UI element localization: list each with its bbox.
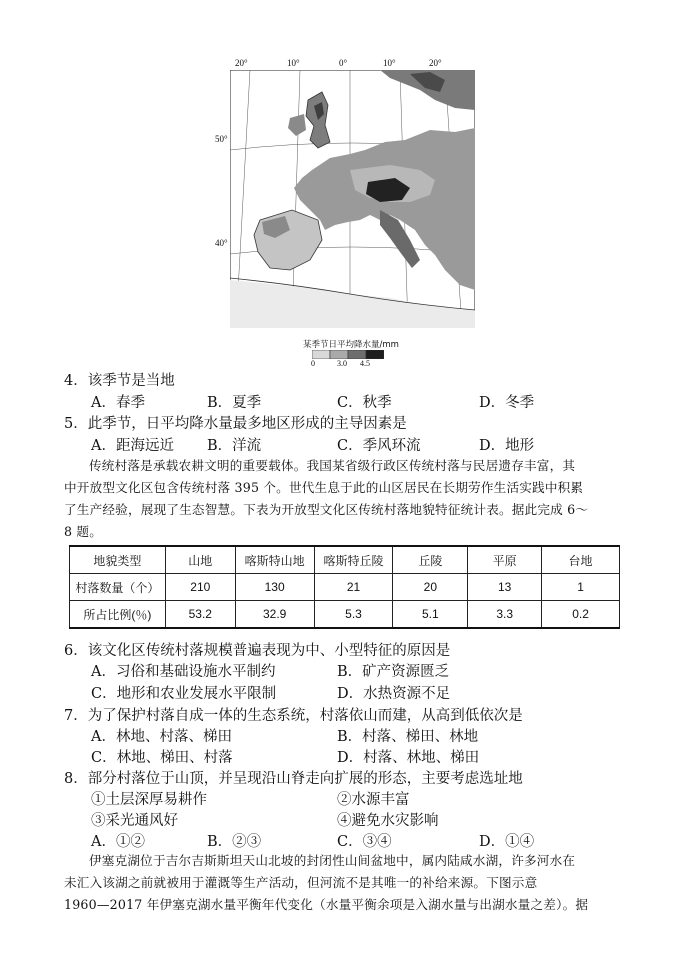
q8-option-d[interactable]: D．①④ — [479, 834, 535, 850]
lat-tick: 50° — [215, 134, 228, 144]
question-4-stem: 4．该季节是当地 — [64, 373, 175, 389]
q4-option-a[interactable]: A．春季 — [91, 395, 145, 411]
table-cell: 1 — [542, 574, 620, 601]
q8-item-4: ④避免水灾影响 — [337, 813, 439, 829]
table-row — [70, 601, 620, 629]
q6-option-d[interactable]: D．水热资源不足 — [337, 686, 451, 702]
q5-option-b[interactable]: B．洋流 — [207, 438, 262, 454]
passage-line: 传统村落是承载农耕文明的重要载体。我国某省级行政区传统村落与民居遗存丰富，其 — [89, 458, 576, 473]
table-cell: 0.2 — [542, 601, 620, 629]
table-header-cell: 丘陵 — [393, 546, 468, 574]
passage-1 — [64, 455, 630, 543]
landform-table — [69, 545, 620, 629]
question-6-stem: 6．该文化区传统村落规模普遍表现为中、小型特征的原因是 — [64, 643, 451, 659]
q4-option-b[interactable]: B．夏季 — [207, 395, 262, 411]
legend-title: 某季节日平均降水量/mm — [303, 340, 399, 350]
table-header-cell: 平原 — [468, 546, 542, 574]
table-header-row — [70, 546, 620, 574]
q8-option-c[interactable]: C．③④ — [337, 834, 392, 850]
table-cell: 32.9 — [235, 601, 314, 629]
passage-line: 中开放型文化区包含传统村落 395 个。世代生息于此的山区居民在长期劳作生活实践中积累 — [64, 480, 584, 495]
table-cell: 5.3 — [314, 601, 393, 629]
q5-option-d[interactable]: D．地形 — [479, 438, 535, 454]
question-5-stem: 5．此季节，日平均降水量最多地区形成的主导因素是 — [64, 416, 407, 432]
table-cell: 所占比例(％) — [70, 601, 166, 629]
question-8-stem: 8．部分村落位于山顶，并呈现沿山脊走向扩展的形态，主要考虑选址地 — [64, 771, 523, 787]
table-header-cell: 台地 — [542, 546, 620, 574]
table-cell: 村落数量（个） — [70, 574, 166, 601]
passage-line: 1960—2017 年伊塞克湖水量平衡年代变化（水量平衡余项是入湖水量与出湖水量之差）。据 — [64, 897, 589, 912]
lon-tick: 10° — [383, 58, 396, 68]
passage-line: 伊塞克湖位于吉尔吉斯斯坦天山北坡的封闭性山间盆地中，属内陆咸水湖，许多河水在 — [89, 853, 576, 868]
q8-option-b[interactable]: B．②③ — [207, 834, 262, 850]
q8-item-2: ②水源丰富 — [337, 792, 410, 808]
table-cell: 130 — [235, 574, 314, 601]
q6-option-c[interactable]: C．地形和农业发展水平限制 — [91, 686, 277, 702]
passage-2 — [64, 850, 630, 916]
table-cell: 53.2 — [165, 601, 235, 629]
question-7-stem: 7．为了保护村落自成一体的生态系统，村落依山而建，从高到低依次是 — [64, 708, 523, 724]
q8-option-a[interactable]: A．①② — [91, 834, 145, 850]
q6-option-b[interactable]: B．矿产资源匮乏 — [337, 664, 450, 680]
table-row — [70, 574, 620, 601]
map-figure — [230, 70, 475, 328]
q7-option-b[interactable]: B．村落、梯田、林地 — [337, 729, 479, 745]
legend-value: 0 — [311, 359, 315, 368]
q7-option-c[interactable]: C．林地、梯田、村落 — [91, 750, 233, 766]
lon-tick: 10° — [287, 58, 300, 68]
table-header-cell: 地貌类型 — [70, 546, 166, 574]
table-cell: 21 — [314, 574, 393, 601]
table-cell: 3.3 — [468, 601, 542, 629]
passage-line: 8 题。 — [64, 524, 103, 539]
legend-value: 3.0 — [337, 359, 347, 368]
legend-value: 4.5 — [360, 359, 370, 368]
lon-tick: 20° — [429, 58, 442, 68]
lon-tick: 0° — [339, 58, 348, 68]
passage-line: 未汇入该湖之前就被用于灌溉等生产活动，但河流不是其唯一的补给来源。下图示意 — [64, 875, 538, 890]
q7-option-a[interactable]: A．林地、村落、梯田 — [91, 729, 232, 745]
q7-option-d[interactable]: D．村落、林地、梯田 — [337, 750, 480, 766]
q8-item-3: ③采光通风好 — [91, 813, 178, 829]
passage-line: 了生产经验，展现了生态智慧。下表为开放型文化区传统村落地貌特征统计表。据此完成 6～ — [64, 502, 589, 517]
table-cell: 20 — [393, 574, 468, 601]
table-cell: 210 — [165, 574, 235, 601]
q5-option-c[interactable]: C．季风环流 — [337, 438, 421, 454]
table-cell: 5.1 — [393, 601, 468, 629]
legend-bar — [312, 350, 384, 359]
q6-option-a[interactable]: A．习俗和基础设施水平制约 — [91, 664, 276, 680]
q4-option-d[interactable]: D．冬季 — [479, 395, 535, 411]
table-header-cell: 喀斯特丘陵 — [314, 546, 393, 574]
q5-option-a[interactable]: A．距海远近 — [91, 438, 174, 454]
q4-option-c[interactable]: C．秋季 — [337, 395, 392, 411]
q8-item-1: ①土层深厚易耕作 — [91, 792, 207, 808]
precipitation-map — [215, 58, 485, 370]
table-header-cell: 山地 — [165, 546, 235, 574]
lat-tick: 40° — [215, 238, 228, 248]
lon-tick: 20° — [235, 58, 248, 68]
table-header-cell: 喀斯特山地 — [235, 546, 314, 574]
table-cell: 13 — [468, 574, 542, 601]
